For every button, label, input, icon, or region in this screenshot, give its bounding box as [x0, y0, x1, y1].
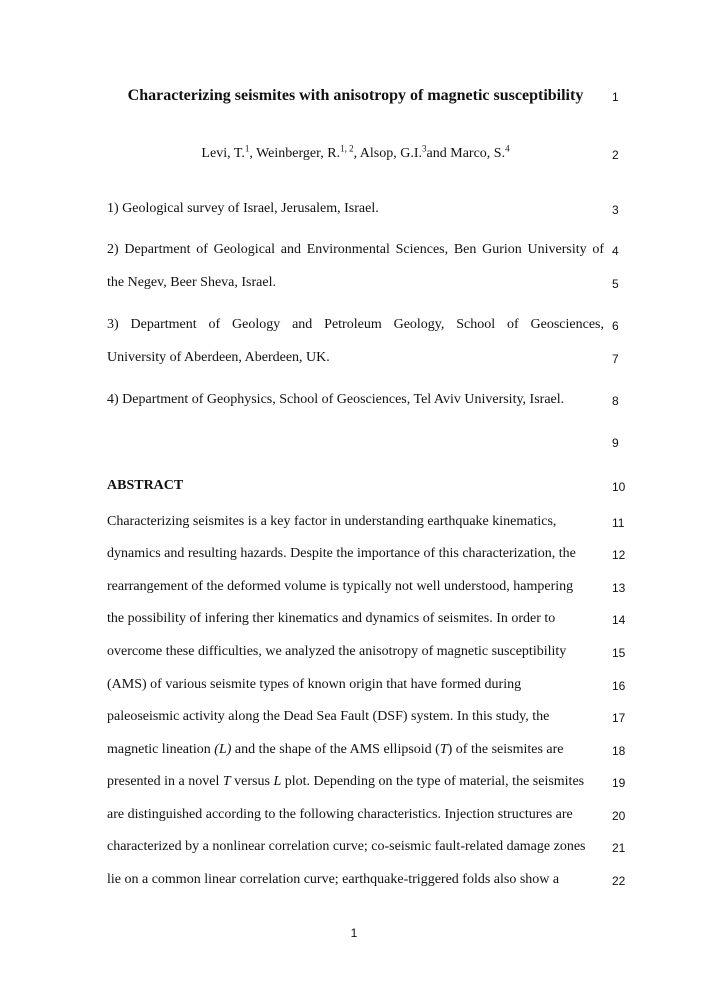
author-line: [107, 145, 604, 163]
abstract-line-15: overcome these difficulties, we analyzed the anisotropy of magnetic susceptibility: [107, 644, 567, 659]
line-number-14: 14: [612, 613, 626, 627]
author-2-affiliation: 1, 2: [340, 143, 354, 154]
abstract-line-18-part-a: magnetic lineation: [107, 742, 215, 757]
abstract-line-13: rearrangement of the deformed volume is typically not well understood, hampering: [107, 579, 574, 594]
abstract-line-18-part-c: and the shape of the AMS ellipsoid (: [231, 742, 440, 757]
line-number-22: 22: [612, 874, 626, 888]
affiliation-1: 1) Geological survey of Israel, Jerusalem, Israel.: [107, 201, 379, 216]
abstract-line-14: the possibility of infering ther kinematics and dynamics of seismites. In order to: [107, 611, 556, 626]
page-number: 1: [350, 926, 358, 940]
affiliation-4: 4) Department of Geophysics, School of Geosciences, Tel Aviv University, Israel.: [107, 392, 565, 407]
author-2: , Weinberger, R.: [249, 146, 341, 161]
line-number-8: 8: [612, 394, 619, 408]
line-number-18: 18: [612, 744, 626, 758]
author-1: Levi, T.: [201, 146, 245, 161]
abstract-line-18-symbol-t: T: [439, 742, 448, 757]
abstract-line-22: lie on a common linear correlation curve; earthquake-triggered folds also show a: [107, 872, 560, 887]
line-number-3: 3: [612, 203, 619, 217]
abstract-line-19: [107, 773, 604, 791]
author-3: , Alsop, G.I.: [353, 146, 423, 161]
abstract-line-18-symbol-l: (L): [214, 742, 232, 757]
author-3-affiliation: 3: [422, 143, 427, 154]
author-1-affiliation: 1: [244, 143, 250, 154]
abstract-line-21: characterized by a nonlinear correlation curve; co-seismic fault-related damage zones: [107, 839, 586, 854]
line-number-4: 4: [612, 244, 619, 258]
line-number-15: 15: [612, 646, 626, 660]
abstract-line-19-part-a: presented in a novel: [107, 774, 223, 789]
line-number-12: 12: [612, 548, 626, 562]
abstract-line-11: Characterizing seismites is a key factor in understanding earthquake kinematics,: [107, 514, 557, 529]
abstract-line-19-symbol-t: T: [222, 774, 231, 789]
line-number-11: 11: [612, 516, 625, 530]
line-number-16: 16: [612, 679, 626, 693]
abstract-line-12: dynamics and resulting hazards. Despite the importance of this characterization, the: [107, 546, 576, 561]
line-number-2: 2: [612, 148, 619, 162]
affiliation-3-line-2: University of Aberdeen, Aberdeen, UK.: [107, 350, 330, 365]
abstract-line-17: paleoseismic activity along the Dead Sea Fault (DSF) system. In this study, the: [107, 709, 550, 724]
line-number-13: 13: [612, 581, 626, 595]
abstract-line-19-symbol-l: L: [273, 774, 282, 789]
author-4: and Marco, S.: [426, 146, 506, 161]
line-number-20: 20: [612, 809, 626, 823]
abstract-line-19-part-e: plot. Depending on the type of material, the seismites: [281, 774, 585, 789]
line-number-7: 7: [612, 352, 619, 366]
line-number-6: 6: [612, 319, 619, 333]
abstract-line-16: (AMS) of various seismite types of known origin that have formed during: [107, 677, 522, 692]
author-4-affiliation: 4: [505, 143, 510, 154]
affiliation-3-line-1: 3) Department of Geology and Petroleum Geology, School of Geosciences,: [107, 317, 604, 332]
affiliation-2-line-1: 2) Department of Geological and Environmental Sciences, Ben Gurion University of: [107, 242, 604, 257]
line-number-17: 17: [612, 711, 626, 725]
line-number-21: 21: [612, 841, 626, 855]
abstract-line-19-part-c: versus: [230, 774, 274, 789]
affiliation-2-line-2: the Negev, Beer Sheva, Israel.: [107, 275, 276, 290]
paper-title: Characterizing seismites with anisotropy of magnetic susceptibility: [127, 87, 584, 104]
abstract-line-18: [107, 741, 604, 759]
line-number-19: 19: [612, 776, 626, 790]
line-number-1: 1: [612, 90, 619, 104]
abstract-line-20: are distinguished according to the following characteristics. Injection structures are: [107, 807, 573, 822]
abstract-heading: ABSTRACT: [107, 478, 184, 493]
abstract-line-18-part-e: ) of the seismites are: [447, 742, 564, 757]
line-number-9: 9: [612, 436, 619, 450]
line-number-5: 5: [612, 277, 619, 291]
line-number-10: 10: [612, 480, 626, 494]
